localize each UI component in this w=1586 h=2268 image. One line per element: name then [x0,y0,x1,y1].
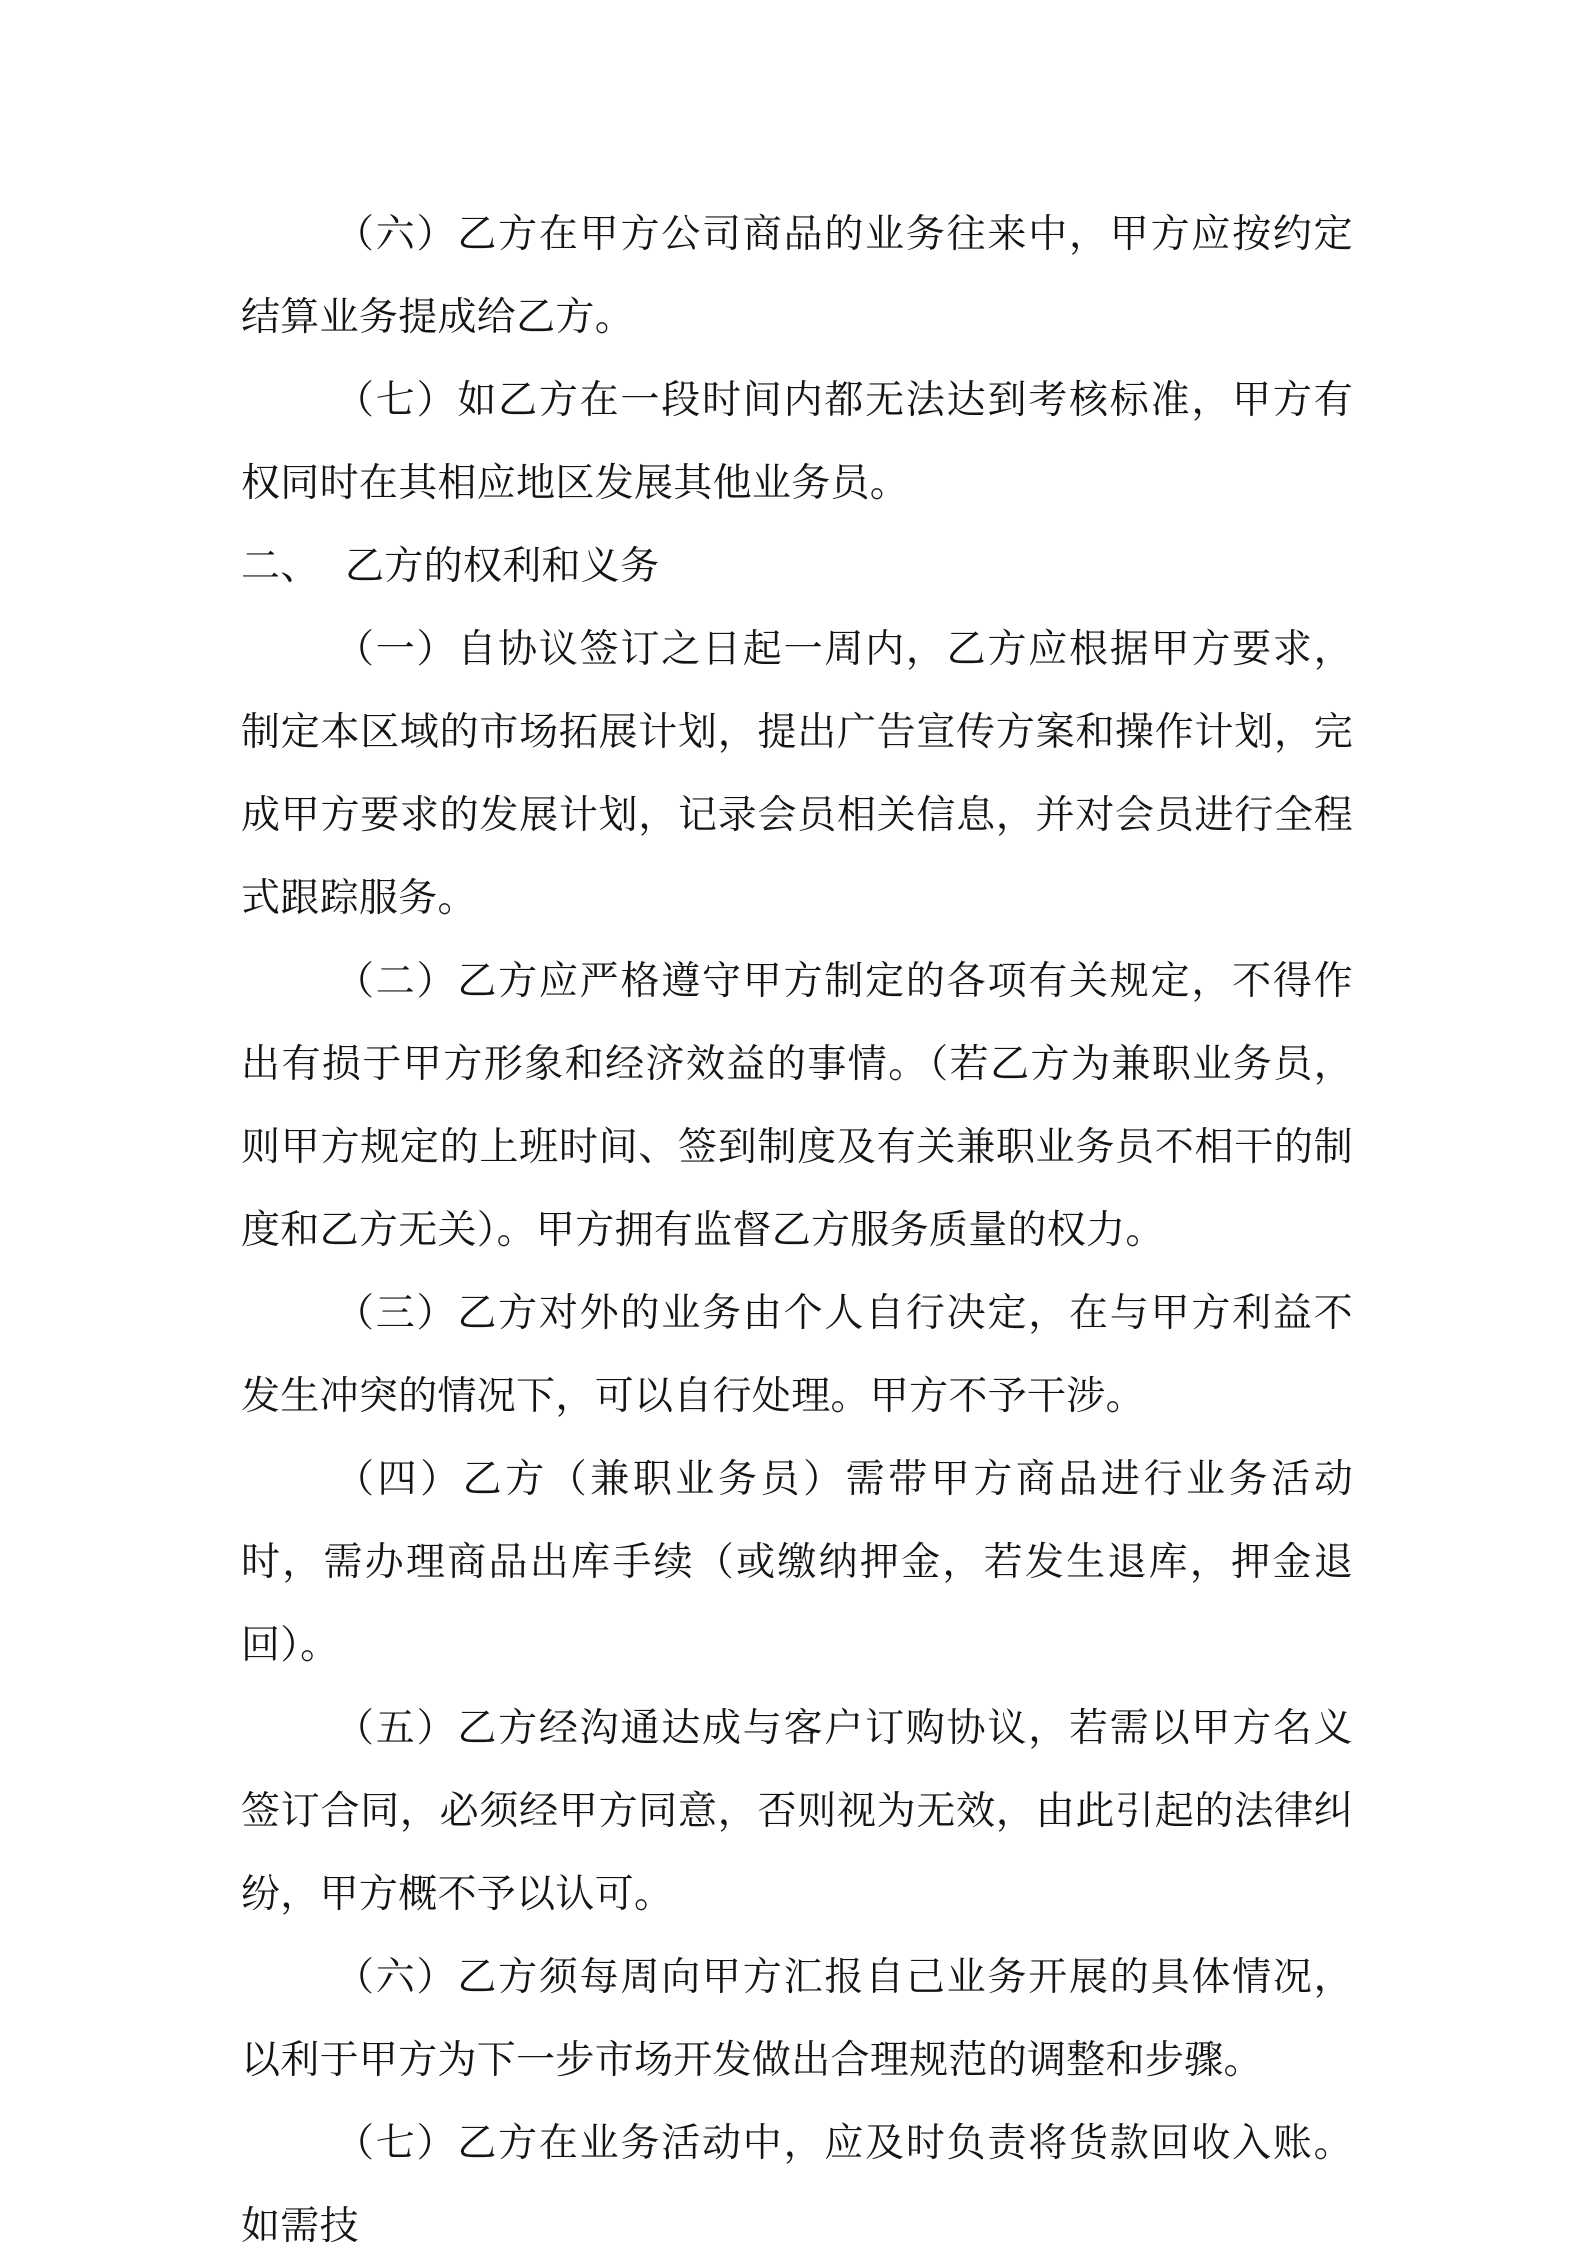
section-heading-2: 二、 乙方的权利和义务 [241,544,660,589]
clause-2-2: （二）乙方应严格遵守甲方制定的各项有关规定，不得作出有损于甲方形象和经济效益的事情。（若乙方为兼职业务员，则甲方规定的上班时间、签到制度及有关兼职业务员不相干的制度和乙方无关）。甲方拥有监督乙方服务质量的权力。 [241,959,1353,1253]
clause-2-6: （六）乙方须每周向甲方汇报自己业务开展的具体情况，以利于甲方为下一步市场开发做出合理规范的调整和步骤。 [241,1955,1353,2083]
clause-1-6: （六）乙方在甲方公司商品的业务往来中，甲方应按约定结算业务提成给乙方。 [241,212,1353,340]
document-body [241,193,1353,2268]
clause-2-3: （三）乙方对外的业务由个人自行决定，在与甲方利益不发生冲突的情况下，可以自行处理。甲方不予干涉。 [241,1291,1353,1419]
clause-1-7: （七）如乙方在一段时间内都无法达到考核标准，甲方有权同时在其相应地区发展其他业务员。 [241,378,1353,506]
clause-2-7: （七）乙方在业务活动中，应及时负责将货款回收入账。如需技 [241,2121,1353,2249]
clause-2-1: （一）自协议签订之日起一周内，乙方应根据甲方要求，制定本区域的市场拓展计划，提出广告宣传方案和操作计划，完成甲方要求的发展计划，记录会员相关信息，并对会员进行全程式跟踪服务。 [241,627,1353,921]
clause-2-5: （五）乙方经沟通达成与客户订购协议，若需以甲方名义签订合同，必须经甲方同意，否则视为无效，由此引起的法律纠纷，甲方概不予以认可。 [241,1706,1353,1917]
clause-2-4: （四）乙方（兼职业务员）需带甲方商品进行业务活动时，需办理商品出库手续（或缴纳押金，若发生退库，押金退回）。 [241,1457,1353,1668]
